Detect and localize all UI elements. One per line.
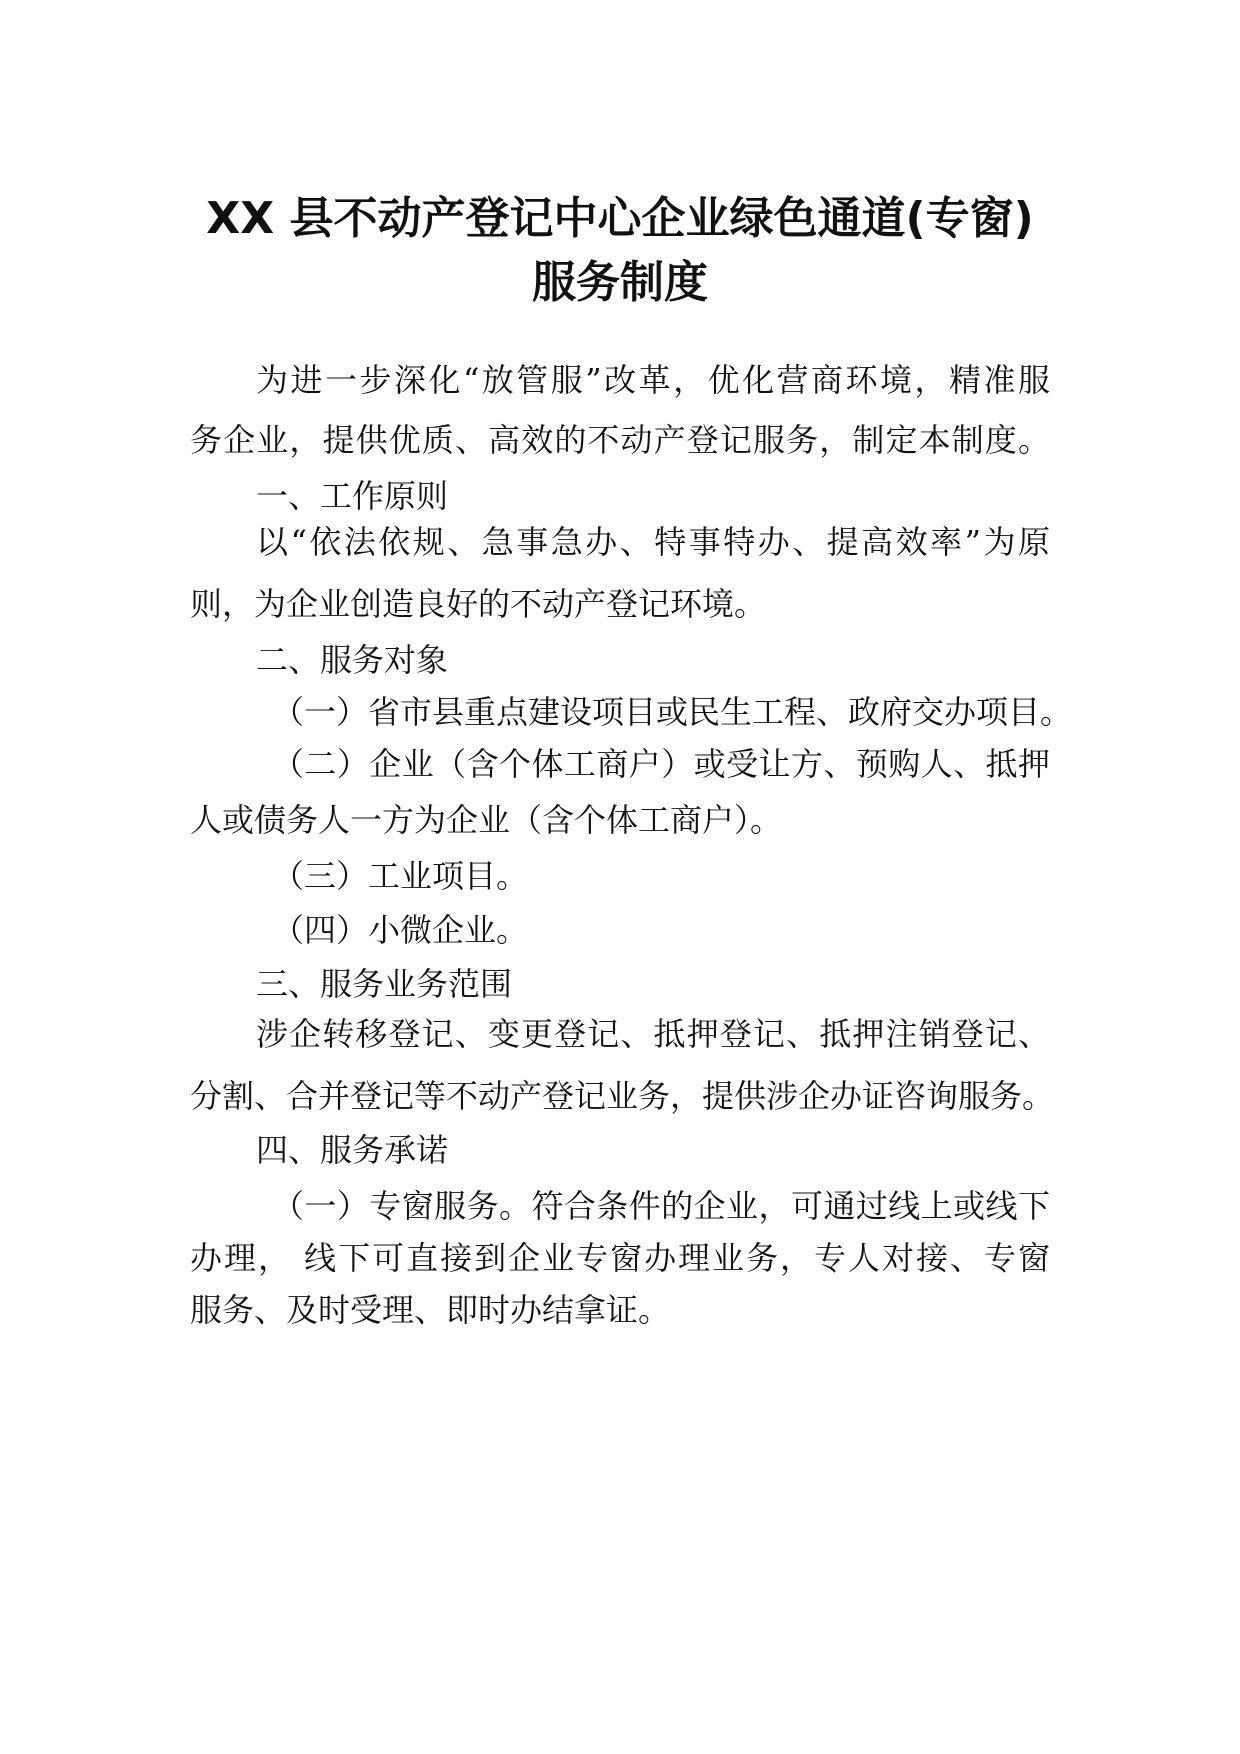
section-heading-service-scope: 三、服务业务范围: [256, 965, 513, 1003]
service-scope-paragraph-line-2: 分割、合并登记等不动产登记业务，提供涉企办证咨询服务。: [190, 1077, 1055, 1115]
intro-paragraph-line-1: 为进一步深化“放管服”改革，优化营商环境，精准服: [256, 361, 1050, 399]
service-target-item-2-line-2: 人或债务人一方为企业（含个体工商户）。: [190, 801, 783, 839]
section-heading-service-targets: 二、服务对象: [256, 641, 449, 679]
commitment-item-1-line-2: 办理， 线下可直接到企业专窗办理业务，专人对接、专窗: [190, 1239, 1050, 1277]
service-target-item-4: （四）小微企业。: [272, 911, 529, 949]
intro-paragraph-line-2: 务企业，提供优质、高效的不动产登记服务，制定本制度。: [190, 421, 1050, 459]
service-target-item-3: （三）工业项目。: [272, 857, 529, 895]
section-heading-service-commitment: 四、服务承诺: [256, 1131, 449, 1169]
principles-paragraph-line-1: 以“依法依规、急事急办、特事特办、提高效率”为原: [256, 523, 1050, 561]
commitment-item-1-line-1: （一）专窗服务。符合条件的企业，可通过线上或线下: [272, 1187, 1050, 1225]
document-title-line-1: XX 县不动产登记中心企业绿色通道(专窗): [206, 193, 1034, 244]
service-target-item-2-line-1: （二）企业（含个体工商户）或受让方、预购人、抵押: [272, 745, 1050, 783]
commitment-item-1-line-3: 服务、及时受理、即时办结拿证。: [190, 1291, 671, 1329]
principles-paragraph-line-2: 则，为企业创造良好的不动产登记环境。: [190, 585, 767, 623]
document-title-line-2: 服务制度: [532, 257, 708, 308]
service-target-item-1: （一）省市县重点建设项目或民生工程、政府交办项目。: [272, 693, 1073, 731]
section-heading-principles: 一、工作原则: [256, 477, 449, 515]
service-scope-paragraph-line-1: 涉企转移登记、变更登记、抵押登记、抵押注销登记、: [256, 1015, 1050, 1053]
